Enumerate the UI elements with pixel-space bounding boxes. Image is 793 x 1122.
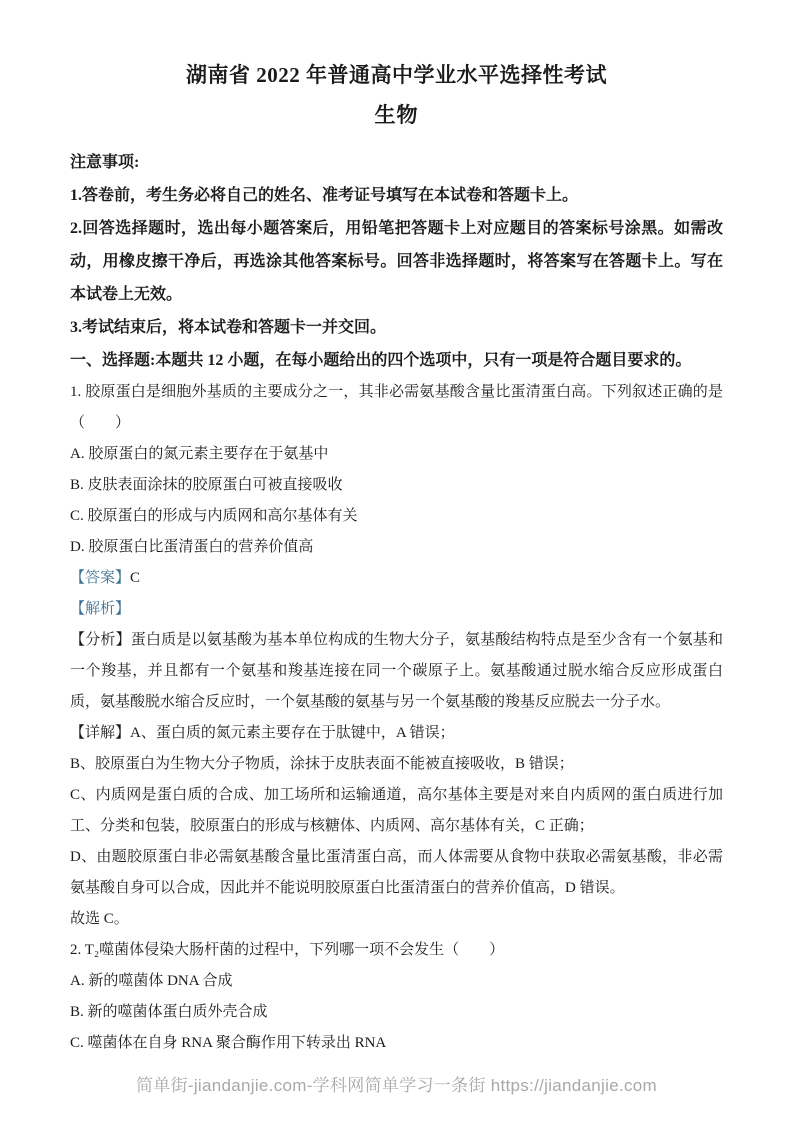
question-2-option-c: C. 噬菌体在自身 RNA 聚合酶作用下转录出 RNA	[70, 1035, 387, 1051]
notice-section	[70, 146, 723, 344]
question-1-option-d: D. 胶原蛋白比蛋清蛋白的营养价值高	[70, 539, 314, 555]
answer-line	[70, 563, 723, 594]
question-2-stem: 2. T₂噬菌体侵染大肠杆菌的过程中，下列哪一项不会发生（ ）	[70, 942, 505, 958]
notice-item-2: 2.回答选择题时，选出每小题答案后，用铅笔把答题卡上对应题目的答案标号涂黑。如需改动，用橡皮擦干净后，再选涂其他答案标号。回答非选择题时，将答案写在答题卡上。写在本试卷上无效。	[70, 220, 723, 303]
footer-watermark: 简单街-jiandanjie.com-学科网简单学习一条街 https://jiandanjie.com	[135, 1076, 658, 1095]
exam-subject: 生物	[374, 103, 419, 127]
question-2-option-a: A. 新的噬菌体 DNA 合成	[70, 973, 233, 989]
notice-heading: 注意事项:	[70, 154, 140, 171]
detail-paragraph-c: C、内质网是蛋白质的合成、加工场所和运输通道，高尔基体主要是对来自内质网的蛋白质进行加工、分类和包装，胶原蛋白的形成与核糖体、内质网、高尔基体有关，C 正确；	[70, 787, 723, 834]
question-1-option-c: C. 胶原蛋白的形成与内质网和高尔基体有关	[70, 508, 358, 524]
question-1-option-b: B. 皮肤表面涂抹的胶原蛋白可被直接吸收	[70, 477, 343, 493]
detail-paragraph-b: B、胶原蛋白为生物大分子物质，涂抹于皮肤表面不能被直接吸收，B 错误；	[70, 756, 574, 772]
question-1-option-a: A. 胶原蛋白的氮元素主要存在于氨基中	[70, 446, 329, 462]
detail-paragraph-d: D、由题胶原蛋白非必需氨基酸含量比蛋清蛋白高，而人体需要从食物中获取必需氨基酸，非必需氨基酸自身可以合成，因此并不能说明胶原蛋白比蛋清蛋白的营养价值高，D 错误。	[70, 849, 723, 896]
detail-paragraph-a: 【详解】A、蛋白质的氮元素主要存在于肽键中，A 错误；	[70, 725, 455, 741]
section-heading: 一、选择题:本题共 12 小题，在每小题给出的四个选项中，只有一项是符合题目要求的。	[70, 352, 692, 369]
question-2-block	[70, 935, 723, 1059]
question-2-option-b: B. 新的噬菌体蛋白质外壳合成	[70, 1004, 268, 1020]
analysis-label: 【解析】	[70, 601, 131, 617]
notice-item-3: 3.考试结束后，将本试卷和答题卡一并交回。	[70, 319, 387, 336]
analysis-paragraph: 【分析】蛋白质是以氨基酸为基本单位构成的生物大分子，氨基酸结构特点是至少含有一个氨基和一个羧基，并且都有一个氨基和羧基连接在同一个碳原子上。氨基酸通过脱水缩合反应形成蛋白质，氨基酸脱水缩合反应时，一个氨基酸的氨基与另一个氨基酸的羧基反应脱去一分子水。	[70, 632, 723, 710]
notice-item-1: 1.答卷前，考生务必将自己的姓名、准考证号填写在本试卷和答题卡上。	[70, 187, 579, 204]
question-1-block	[70, 377, 723, 935]
answer-value: C	[130, 570, 141, 586]
analysis-label-line	[70, 594, 723, 625]
exam-title: 湖南省 2022 年普通高中学业水平选择性考试	[186, 63, 607, 87]
answer-label: 【答案】	[70, 570, 131, 586]
question-1-stem: 1. 胶原蛋白是细胞外基质的主要成分之一，其非必需氨基酸含量比蛋清蛋白高。下列叙述正确的是（ ）	[70, 384, 723, 431]
conclusion-line: 故选 C。	[70, 911, 129, 927]
